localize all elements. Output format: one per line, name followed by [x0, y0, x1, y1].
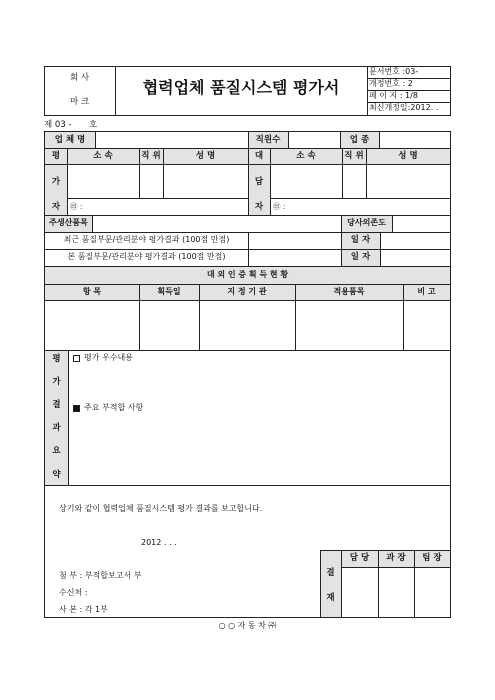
strengths-checkbox-icon[interactable] [73, 355, 80, 362]
contact-position-field[interactable] [343, 165, 366, 198]
contact-dept-field[interactable] [271, 165, 342, 198]
evaluator-position-header: 직 위 [141, 151, 161, 161]
weaknesses-checkbox-icon[interactable] [73, 405, 80, 412]
result-label-1: 평 [52, 354, 61, 364]
serial-prefix: 제 03 - [44, 120, 72, 130]
recipient-line: 수신처 : [59, 588, 88, 597]
footer-company: ○ ○ 자 동 차 ㈜ [218, 621, 277, 630]
attachment-line: 첨 부 : 부적합보고서 부 [59, 571, 142, 580]
recent-result-field[interactable] [249, 233, 341, 249]
result-label-2: 가 [52, 377, 61, 387]
recent-date-field[interactable] [381, 233, 450, 249]
recent-date-label: 일 자 [350, 235, 371, 245]
page-info: 페 이 지 : 1/8 [369, 91, 418, 100]
cert-col-products: 적용품목 [333, 287, 365, 296]
recent-result-label: 최근 품질부문/관리분야 평가결과 (100점 만점) [63, 235, 230, 244]
evaluator-dept-field[interactable] [68, 165, 139, 198]
dependency-field[interactable] [393, 216, 450, 232]
copies-line: 사 본 : 각 1부 [59, 605, 108, 614]
company-label: 회 사 [69, 73, 90, 83]
current-result-label: 본 품질부문/관리분야 평가결과 (100점 만점) [67, 252, 226, 261]
approval-label-bg [320, 550, 341, 618]
approval-label-1: 결 [326, 568, 335, 578]
mark-label: 마 크 [69, 97, 90, 107]
evaluator-name-field[interactable] [164, 165, 248, 198]
cert-col-agency: 지 정 기 관 [227, 287, 267, 296]
company-name-field[interactable] [96, 132, 248, 148]
evaluator-position-field[interactable] [140, 165, 163, 198]
cert-col-item: 항 목 [82, 287, 102, 296]
approval-label-2: 재 [326, 593, 335, 603]
evaluator-label-2: 가 [51, 177, 61, 187]
approver-team-leader: 팀 장 [422, 553, 442, 563]
contact-seal[interactable]: ㊞ : [273, 202, 286, 211]
revision-number: 개정번호 : 2 [369, 79, 413, 88]
product-field[interactable] [93, 216, 341, 232]
evaluator-dept-header: 소 속 [93, 151, 113, 161]
strengths-label: 평가 우수내용 [84, 353, 133, 362]
contact-position-header: 직 위 [344, 151, 364, 161]
contact-label-1: 대 [254, 151, 264, 161]
weaknesses-label: 주요 부적합 사항 [84, 403, 144, 412]
approval-sign-staff[interactable] [342, 568, 378, 617]
serial-suffix: 호 [89, 120, 98, 130]
result-label-3: 결 [52, 400, 61, 410]
cert-note-cell[interactable] [404, 301, 450, 350]
result-label-6: 약 [52, 470, 61, 480]
cert-products-cell[interactable] [296, 301, 403, 350]
contact-name-header: 성 명 [398, 151, 418, 161]
contact-dept-header: 소 속 [296, 151, 316, 161]
evaluator-label-3: 자 [51, 202, 61, 212]
evaluator-name-header: 성 명 [195, 151, 216, 161]
evaluator-label-1: 평 [51, 151, 61, 161]
contact-label-2: 담 [254, 177, 264, 187]
employees-field[interactable] [289, 132, 340, 148]
doc-number: 문서번호 :03- [369, 67, 419, 76]
cert-agency-cell[interactable] [200, 301, 295, 350]
approver-staff: 담 당 [349, 553, 370, 563]
cert-section-title: 대 외 인 증 획 득 현 황 [206, 270, 289, 279]
cert-item-cell[interactable] [45, 301, 139, 350]
report-statement: 상기와 같이 협력업체 품질시스템 평가 결과를 보고합니다. [59, 504, 263, 513]
product-label: 주생산품목 [49, 218, 88, 227]
evaluator-seal[interactable]: ㊞ : [70, 202, 83, 211]
cert-date-cell[interactable] [140, 301, 199, 350]
company-name-label: 업 체 명 [54, 135, 86, 145]
approval-sign-team-leader[interactable] [415, 568, 450, 617]
current-result-field[interactable] [249, 250, 341, 266]
cert-col-note: 비 고 [417, 287, 436, 296]
report-date: 2012 . . . [141, 538, 177, 547]
cert-col-date: 획득일 [157, 287, 181, 296]
last-revision-date: 최신개정일:2012. . [369, 103, 439, 112]
current-date-field[interactable] [381, 250, 450, 266]
document-title: 협력업체 품질시스템 평가서 [142, 78, 340, 97]
approver-section-chief: 과 장 [386, 553, 406, 563]
employees-label: 직원수 [255, 135, 281, 145]
contact-label-3: 자 [254, 202, 264, 212]
result-label-bg [45, 350, 68, 485]
result-label-5: 요 [52, 446, 61, 456]
dependency-label: 당사의존도 [347, 218, 386, 227]
approval-sign-section-chief[interactable] [379, 568, 414, 617]
industry-field[interactable] [380, 132, 450, 148]
result-label-4: 과 [52, 423, 61, 433]
contact-name-field[interactable] [367, 165, 450, 198]
current-date-label: 일 자 [350, 252, 371, 262]
industry-label: 업 종 [349, 135, 370, 145]
